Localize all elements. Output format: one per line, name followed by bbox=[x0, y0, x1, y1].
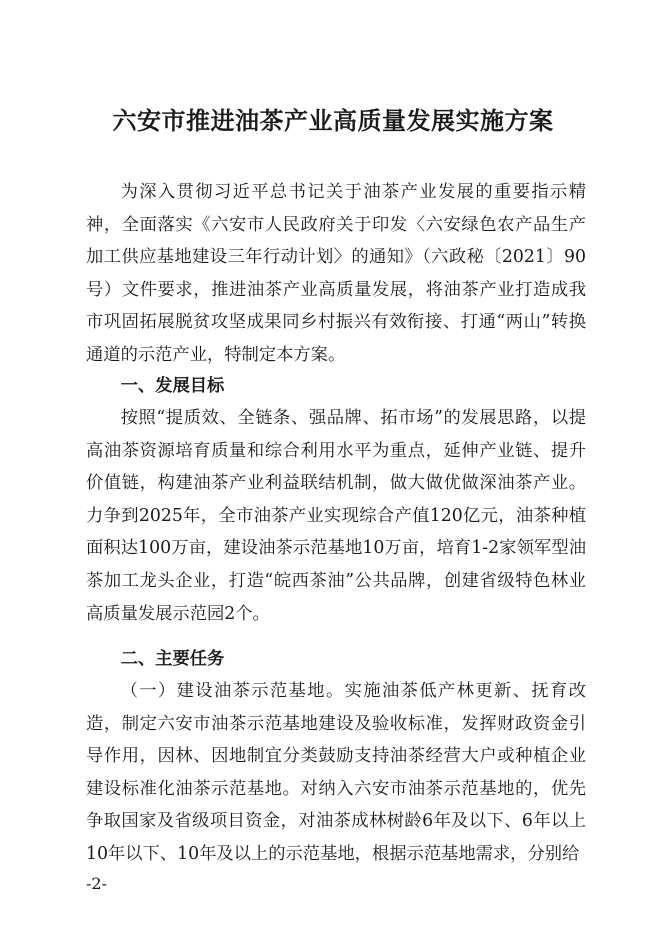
section-body-block bbox=[86, 675, 586, 871]
section-heading-tasks: 二、主要任务 bbox=[120, 649, 225, 669]
section-paragraph-goals: 按照“提质效、全链条、强品牌、拓市场”的发展思路，以提高油茶资源培育质量和综合利用水平为重点，延伸产业链、提升价值链，构建油茶产业利益联结机制，做大做优做深油茶产业。力争到2025年，全市油茶产业实现综合产值120亿元，油茶种植面积达100万亩，建设油茶示范基地10万亩，培育1-2家领军型油茶加工龙头企业，打造“皖西茶油”公共品牌，创建省级特色林业高质量发展示范园2个。 bbox=[86, 408, 586, 624]
section-heading-block bbox=[86, 643, 586, 676]
intro-paragraph: 为深入贯彻习近平总书记关于油茶产业发展的重要指示精神，全面落实《六安市人民政府关于印发〈六安绿色农产品生产加工供应基地建设三年行动计划〉的通知》（六政秘〔2021〕90号）文件要求，推进油茶产业高质量发展，将油茶产业打造成我市巩固拓展脱贫攻坚成果同乡村振兴有效衔接、打通“两山”转换通道的示范产业，特制定本方案。 bbox=[86, 182, 586, 365]
section-heading-goals: 一、发展目标 bbox=[120, 376, 225, 396]
document-title: 六安市推进油茶产业高质量发展实施方案 bbox=[112, 106, 554, 135]
section-heading-block bbox=[86, 370, 586, 403]
intro-paragraph-block bbox=[86, 176, 586, 372]
section-body-block bbox=[86, 402, 586, 630]
section-paragraph-tasks: （一）建设油茶示范基地。实施油茶低产林更新、抚育改造，制定六安市油茶示范基地建设及验收标准，发挥财政资金引导作用，因林、因地制宜分类鼓励支持油茶经营大户或种植企业建设标准化油茶示范基地。对纳入六安市油茶示范基地的，优先争取国家及省级项目资金，对油茶成林树龄6年及以下、6年以上10年以下、10年及以上的示范基地，根据示范基地需求，分别给 bbox=[86, 681, 586, 864]
page-number: -2- bbox=[86, 874, 107, 893]
